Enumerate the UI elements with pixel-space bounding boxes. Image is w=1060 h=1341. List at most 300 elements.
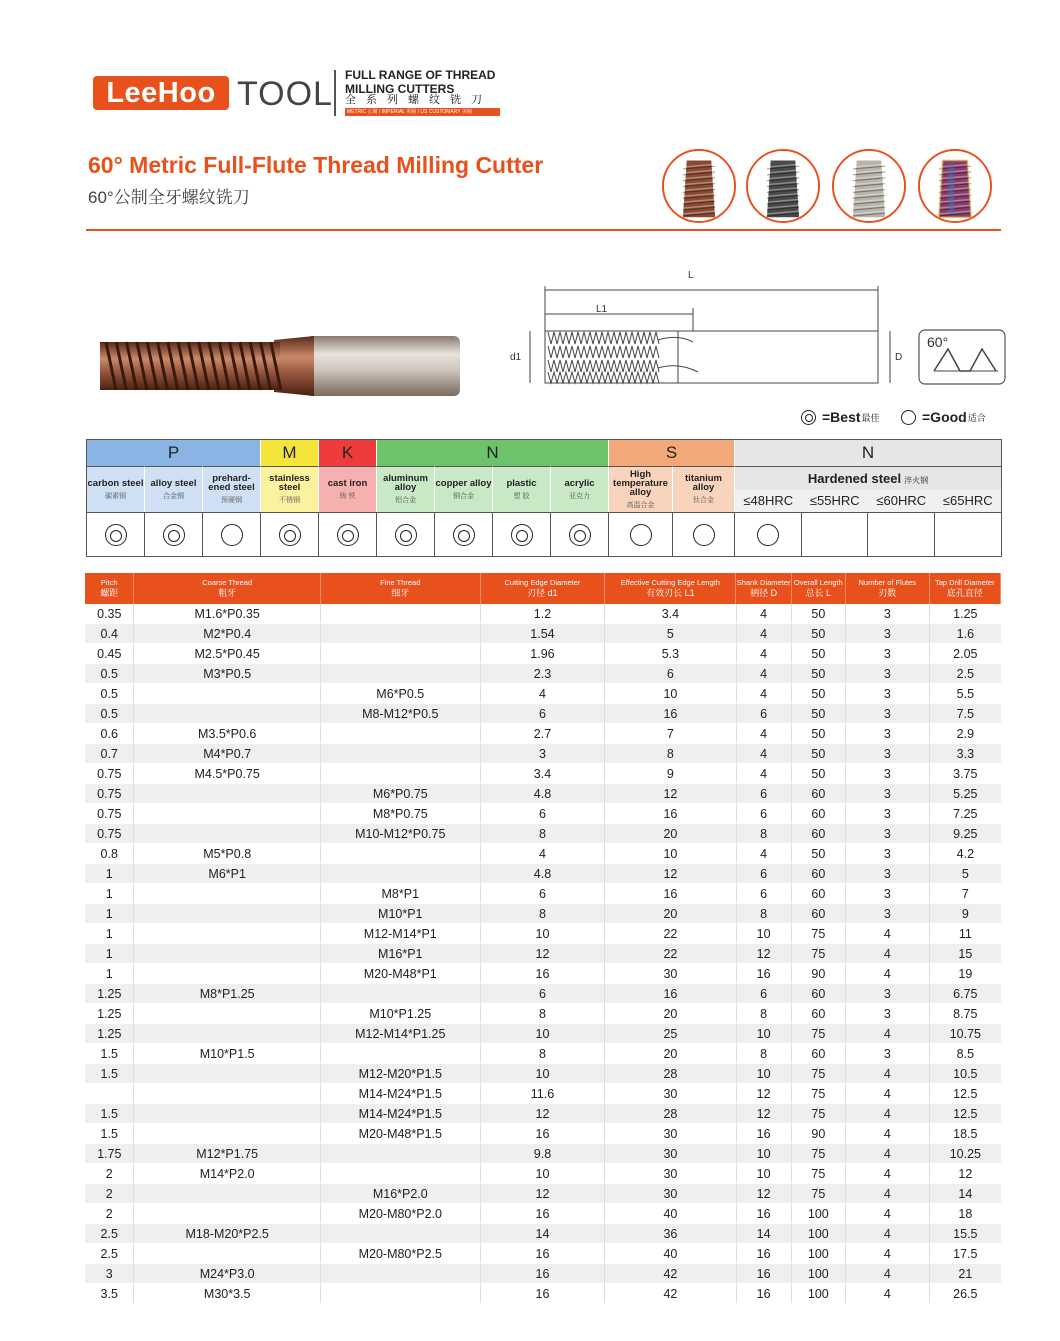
spec-header-en: Cutting Edge Diameter	[504, 578, 581, 587]
legend-good-label: =Good	[922, 409, 967, 425]
material-rating-cell	[203, 512, 261, 557]
table-cell: 10	[737, 924, 792, 943]
material-cell	[377, 466, 435, 512]
table-cell: 12	[737, 1084, 792, 1103]
table-cell: 0.75	[85, 804, 134, 823]
table-cell: 16	[605, 984, 736, 1003]
table-cell: 1.2	[481, 604, 606, 623]
table-cell: 16	[737, 1204, 792, 1223]
table-cell: 16	[605, 804, 736, 823]
dim-d1-label: d1	[510, 352, 522, 363]
table-cell: M16*P1	[321, 944, 481, 963]
coating-sample-silver-coating	[832, 149, 906, 223]
table-cell: 9.8	[481, 1144, 606, 1163]
table-cell: 40	[605, 1204, 736, 1223]
dim-L1-label: L1	[596, 304, 608, 315]
table-cell: 100	[792, 1264, 846, 1283]
material-rating-cell	[87, 512, 145, 557]
material-name-cn: 高温合金	[626, 501, 655, 509]
legend-good-cn: 适合	[967, 412, 986, 423]
material-cell	[609, 466, 673, 512]
coating-sample-black-coating	[746, 149, 820, 223]
series-line-2: MILLING CUTTERS	[345, 82, 455, 96]
table-cell: 20	[605, 1044, 736, 1063]
table-cell: 100	[792, 1244, 846, 1263]
good-ring-icon	[221, 524, 243, 546]
coating-sample-rainbow-coating	[918, 149, 992, 223]
spec-header-cn: 螺距	[100, 588, 119, 598]
table-cell: M12-M20*P1.5	[321, 1064, 481, 1083]
table-cell: M4.5*P0.75	[134, 764, 320, 783]
material-name: acrylic	[564, 477, 595, 489]
table-cell: 4	[846, 1284, 930, 1303]
table-cell: 8	[737, 1044, 792, 1063]
table-cell: 90	[792, 1124, 846, 1143]
table-cell: 4	[737, 604, 792, 623]
table-cell: 4	[846, 1064, 930, 1083]
table-cell: 28	[605, 1064, 736, 1083]
table-cell: 60	[792, 824, 846, 843]
table-cell: 100	[792, 1284, 846, 1303]
table-cell: M6*P0.75	[321, 784, 481, 803]
table-cell: M3.5*P0.6	[134, 724, 320, 743]
table-cell: 40	[605, 1244, 736, 1263]
table-cell	[134, 964, 320, 983]
table-cell	[134, 1024, 320, 1043]
table-cell: 10	[481, 1024, 606, 1043]
table-cell: 12	[481, 1184, 606, 1203]
material-name: alloy steel	[150, 477, 197, 489]
hardness-rating-cell	[868, 512, 935, 557]
table-cell: 12.5	[953, 1107, 978, 1121]
table-cell: 26.5	[953, 1287, 978, 1301]
table-cell: 0.45	[85, 644, 134, 663]
table-cell	[134, 944, 320, 963]
series-line-1: FULL RANGE OF THREAD	[345, 68, 496, 82]
table-cell: 1	[85, 924, 134, 943]
table-cell: M12*P1.75	[134, 1144, 320, 1163]
table-cell: 4	[846, 1104, 930, 1123]
table-cell: M6*P0.5	[321, 684, 481, 703]
table-cell: 5.3	[605, 644, 736, 663]
table-cell: 10	[605, 684, 736, 703]
table-cell: 4	[846, 964, 930, 983]
title-divider	[86, 229, 1001, 231]
table-cell: 16	[737, 1124, 792, 1143]
table-cell: 8	[737, 904, 792, 923]
table-cell: 8	[481, 1044, 606, 1063]
legend-best-label: =Best	[822, 409, 861, 425]
table-cell: 3.75	[953, 767, 978, 781]
material-cell	[493, 466, 551, 512]
table-cell: 1.5	[85, 1044, 134, 1063]
table-cell: M30*3.5	[134, 1284, 320, 1303]
table-row	[85, 964, 1001, 984]
table-cell: 17.5	[953, 1247, 978, 1261]
material-name: stainless steel	[269, 473, 310, 493]
table-cell: 0.7	[85, 744, 134, 763]
table-cell: 0.5	[85, 664, 134, 683]
table-cell: 50	[792, 844, 846, 863]
table-row	[85, 744, 1001, 764]
dim-L-label: L	[688, 270, 694, 281]
material-name: carbon steel	[87, 477, 144, 489]
table-cell: 0.5	[85, 684, 134, 703]
table-cell: 3	[846, 724, 930, 743]
table-row	[85, 1224, 1001, 1244]
table-cell	[134, 1064, 320, 1083]
table-cell: 12	[481, 944, 606, 963]
material-name-cn: 不锈钢	[279, 497, 300, 504]
table-cell: 16	[481, 1204, 606, 1223]
table-cell: M12-M14*P1.25	[321, 1024, 481, 1043]
spec-header-cn: 底孔直径	[946, 588, 983, 598]
material-group-header: P	[87, 440, 261, 466]
table-cell	[134, 784, 320, 803]
table-cell: 12.5	[953, 1087, 978, 1101]
spec-header-cell	[85, 573, 134, 604]
table-cell: 15	[958, 947, 973, 961]
material-rating-cell	[145, 512, 203, 557]
table-cell: 30	[605, 1144, 736, 1163]
table-cell: 1.96	[481, 644, 606, 663]
table-cell: 3	[846, 664, 930, 683]
material-cell	[87, 466, 145, 512]
hardness-rating-cell	[935, 512, 1002, 557]
material-cell	[673, 466, 735, 512]
best-ring-icon	[801, 410, 816, 425]
table-cell: 3	[846, 804, 930, 823]
material-name: cast iron	[327, 477, 368, 489]
table-cell: 9	[961, 907, 969, 921]
table-cell: M3*P0.5	[134, 664, 320, 683]
spec-header-en: Shank Diameter	[736, 578, 791, 587]
material-name-cn: 碳素钢	[105, 492, 126, 500]
table-cell: 4	[846, 1144, 930, 1163]
tool-dimension-diagram	[508, 264, 908, 388]
table-cell: 18	[958, 1207, 973, 1221]
table-cell: 1	[85, 904, 134, 923]
legend-good	[901, 409, 986, 425]
table-cell: 30	[605, 1164, 736, 1183]
table-row	[85, 1064, 1001, 1084]
material-rating-cell	[609, 512, 673, 557]
table-cell: 60	[792, 904, 846, 923]
table-cell: 21	[958, 1267, 973, 1281]
table-cell: 10.75	[949, 1027, 981, 1041]
table-cell: 8	[737, 1004, 792, 1023]
table-cell: 12	[605, 864, 736, 883]
table-cell: 8	[737, 824, 792, 843]
table-cell	[85, 1084, 134, 1103]
series-subtitle: METRIC 公制 / IMPERIAL 英制 / US CUSTOMARY 美制	[345, 108, 500, 116]
table-cell: M2.5*P0.45	[134, 644, 320, 663]
spec-table	[85, 573, 1001, 1304]
table-row	[85, 864, 1001, 884]
table-cell: 3	[846, 704, 930, 723]
table-row	[85, 1184, 1001, 1204]
table-cell: 50	[792, 624, 846, 643]
table-cell: 1.5	[85, 1124, 134, 1143]
material-rating-cell	[435, 512, 493, 557]
material-name: copper alloy	[435, 477, 492, 489]
table-cell	[321, 624, 481, 643]
material-name-cn: 钛合金	[693, 497, 714, 504]
table-row	[85, 764, 1001, 784]
table-cell: 50	[792, 724, 846, 743]
best-ring-icon	[569, 524, 591, 546]
table-cell: 3	[85, 1264, 134, 1283]
material-name-cn: 亚克力	[569, 492, 590, 500]
material-name: titanium alloy	[685, 473, 722, 493]
spec-header-cn: 总长 L	[805, 588, 832, 598]
table-cell: 7	[961, 887, 969, 901]
hardness-rating-cell	[735, 512, 802, 557]
spec-header-cn: 刃数	[878, 588, 897, 598]
table-cell: 2	[85, 1164, 134, 1183]
table-cell: 75	[792, 924, 846, 943]
table-cell: 50	[792, 704, 846, 723]
spec-header-cell	[134, 573, 320, 604]
material-rating-cell	[673, 512, 735, 557]
table-cell: 4	[737, 724, 792, 743]
table-cell: 50	[792, 764, 846, 783]
material-name-cn: 铸 铁	[339, 492, 356, 500]
table-cell: 1.54	[481, 624, 606, 643]
table-cell: 1.25	[953, 607, 978, 621]
spec-header-en: Tap Drill Diameter	[935, 578, 995, 587]
table-cell: 2.05	[953, 647, 978, 661]
spec-header-cn: 有效刃长 L1	[646, 588, 695, 598]
table-cell: 15.5	[953, 1227, 978, 1241]
table-cell: 4	[846, 1244, 930, 1263]
spec-header-cn: 刃径 d1	[527, 588, 558, 598]
table-cell: M20-M48*P1.5	[321, 1124, 481, 1143]
table-cell	[134, 684, 320, 703]
table-cell: 60	[792, 1044, 846, 1063]
table-cell: 9	[605, 764, 736, 783]
table-cell	[321, 604, 481, 623]
table-cell: 50	[792, 744, 846, 763]
table-cell	[321, 1044, 481, 1063]
best-ring-icon	[453, 524, 475, 546]
brand-logo: LeeHoo	[93, 76, 229, 110]
table-cell: 7	[605, 724, 736, 743]
table-cell: M10*P1.25	[321, 1004, 481, 1023]
good-ring-icon	[693, 524, 715, 546]
hardened-steel-label: Hardened steel	[807, 471, 902, 486]
table-cell: 0.4	[85, 624, 134, 643]
table-row	[85, 1004, 1001, 1024]
best-ring-icon	[163, 524, 185, 546]
table-cell	[134, 804, 320, 823]
material-cell	[551, 466, 609, 512]
series-title	[345, 68, 495, 96]
table-cell: M14*P2.0	[134, 1164, 320, 1183]
logo-divider	[334, 70, 336, 116]
table-cell: 16	[481, 1244, 606, 1263]
table-cell: 4	[846, 1124, 930, 1143]
table-cell	[321, 984, 481, 1003]
table-cell: 3	[846, 624, 930, 643]
material-name-cn: 铝合金	[395, 497, 416, 504]
table-cell: 6	[481, 884, 606, 903]
table-cell: 4	[846, 1224, 930, 1243]
material-group-header: N	[377, 440, 609, 466]
table-row	[85, 984, 1001, 1004]
table-cell: 2	[85, 1184, 134, 1203]
table-cell: 3	[846, 604, 930, 623]
table-cell: 12	[737, 1104, 792, 1123]
table-cell	[321, 1164, 481, 1183]
table-cell: 12	[605, 784, 736, 803]
table-row	[85, 1284, 1001, 1304]
table-cell: 2.9	[956, 727, 975, 741]
table-cell	[134, 1084, 320, 1103]
spec-header-cell	[846, 573, 930, 604]
best-ring-icon	[105, 524, 127, 546]
table-row	[85, 684, 1001, 704]
table-cell: 75	[792, 1064, 846, 1083]
table-cell: 10	[737, 1164, 792, 1183]
table-cell: 75	[792, 1144, 846, 1163]
material-name: aluminum alloy	[383, 473, 428, 493]
material-name: prehard- ened steel	[208, 473, 255, 493]
table-cell: 5.5	[956, 687, 975, 701]
table-cell: 16	[481, 1284, 606, 1303]
spec-header-cn: 粗牙	[218, 588, 237, 598]
spec-header-cell	[792, 573, 846, 604]
table-row	[85, 944, 1001, 964]
tool-photo	[96, 330, 462, 402]
table-cell: 30	[605, 1084, 736, 1103]
table-cell: M10-M12*P0.75	[321, 824, 481, 843]
best-ring-icon	[279, 524, 301, 546]
table-cell: 6	[481, 704, 606, 723]
table-cell: 10.5	[953, 1067, 978, 1081]
spec-body	[85, 604, 1001, 1304]
page-title: 60° Metric Full-Flute Thread Milling Cutter	[88, 152, 544, 178]
table-cell: 10	[481, 924, 606, 943]
table-cell: M2*P0.4	[134, 624, 320, 643]
table-cell: 3	[846, 1004, 930, 1023]
table-cell: M16*P2.0	[321, 1184, 481, 1203]
table-row	[85, 1264, 1001, 1284]
table-cell: 60	[792, 1004, 846, 1023]
material-rating-cell	[319, 512, 377, 557]
material-grid	[86, 439, 1002, 557]
table-cell	[134, 1124, 320, 1143]
table-cell: 6	[737, 884, 792, 903]
table-cell: 10	[605, 844, 736, 863]
table-cell: 4	[846, 944, 930, 963]
table-cell: 4	[737, 624, 792, 643]
spec-header-cell	[736, 573, 791, 604]
table-cell: 3	[846, 884, 930, 903]
table-cell: 4	[846, 924, 930, 943]
thread-angle-label: 60°	[927, 334, 949, 350]
table-cell: 3	[481, 744, 606, 763]
table-cell: 5	[605, 624, 736, 643]
table-cell: M14-M24*P1.5	[321, 1104, 481, 1123]
spec-header-en: Effective Cutting Edge Length	[620, 578, 720, 587]
table-cell	[321, 1224, 481, 1243]
table-cell: 3	[846, 864, 930, 883]
table-cell: 0.75	[85, 824, 134, 843]
table-cell: 4	[737, 644, 792, 663]
hardness-grade: ≤55HRC	[802, 490, 869, 512]
table-cell: 75	[792, 1104, 846, 1123]
table-row	[85, 1024, 1001, 1044]
spec-header-en: Overall Length	[793, 578, 843, 587]
table-cell: 10.25	[949, 1147, 981, 1161]
table-cell: 30	[605, 1124, 736, 1143]
table-cell: 75	[792, 1024, 846, 1043]
table-cell: 60	[792, 804, 846, 823]
table-cell: 50	[792, 664, 846, 683]
table-cell: 8	[605, 744, 736, 763]
table-cell: 75	[792, 1184, 846, 1203]
table-cell	[321, 744, 481, 763]
dim-D-label: D	[895, 352, 903, 363]
table-cell: 25	[605, 1024, 736, 1043]
table-cell: 4	[846, 1024, 930, 1043]
table-row	[85, 1044, 1001, 1064]
material-rating-cell	[493, 512, 551, 557]
spec-header-en: Fine Thread	[380, 578, 421, 587]
table-row	[85, 1124, 1001, 1144]
table-cell: 20	[605, 824, 736, 843]
table-cell	[321, 764, 481, 783]
table-cell: M20-M80*P2.0	[321, 1204, 481, 1223]
table-cell: 12	[481, 1104, 606, 1123]
table-cell	[321, 1144, 481, 1163]
table-cell: 1	[85, 964, 134, 983]
table-cell: 12	[958, 1167, 973, 1181]
table-row	[85, 1164, 1001, 1184]
table-cell: M8*P1	[321, 884, 481, 903]
table-cell: 2.3	[481, 664, 606, 683]
table-row	[85, 664, 1001, 684]
table-cell: 6	[737, 804, 792, 823]
table-row	[85, 844, 1001, 864]
spec-header-cell	[321, 573, 481, 604]
table-row	[85, 1104, 1001, 1124]
table-cell: 16	[481, 1264, 606, 1283]
hardness-grade: ≤60HRC	[868, 490, 935, 512]
table-cell: 3	[846, 824, 930, 843]
table-cell	[134, 884, 320, 903]
table-cell: 1	[85, 944, 134, 963]
table-cell: 16	[737, 964, 792, 983]
table-cell	[321, 1284, 481, 1303]
material-name: plastic	[506, 477, 537, 489]
table-cell	[321, 1264, 481, 1283]
table-cell: M18-M20*P2.5	[134, 1224, 320, 1243]
table-cell: M20-M48*P1	[321, 964, 481, 983]
table-cell: 10	[481, 1164, 606, 1183]
material-rating-cell	[551, 512, 609, 557]
table-cell: M10*P1	[321, 904, 481, 923]
table-cell: 75	[792, 944, 846, 963]
table-cell: 75	[792, 1164, 846, 1183]
material-group-header: K	[319, 440, 377, 466]
table-cell	[134, 1244, 320, 1263]
good-ring-icon	[630, 524, 652, 546]
table-cell	[134, 1204, 320, 1223]
table-cell: 75	[792, 1084, 846, 1103]
table-cell: 0.75	[85, 784, 134, 803]
